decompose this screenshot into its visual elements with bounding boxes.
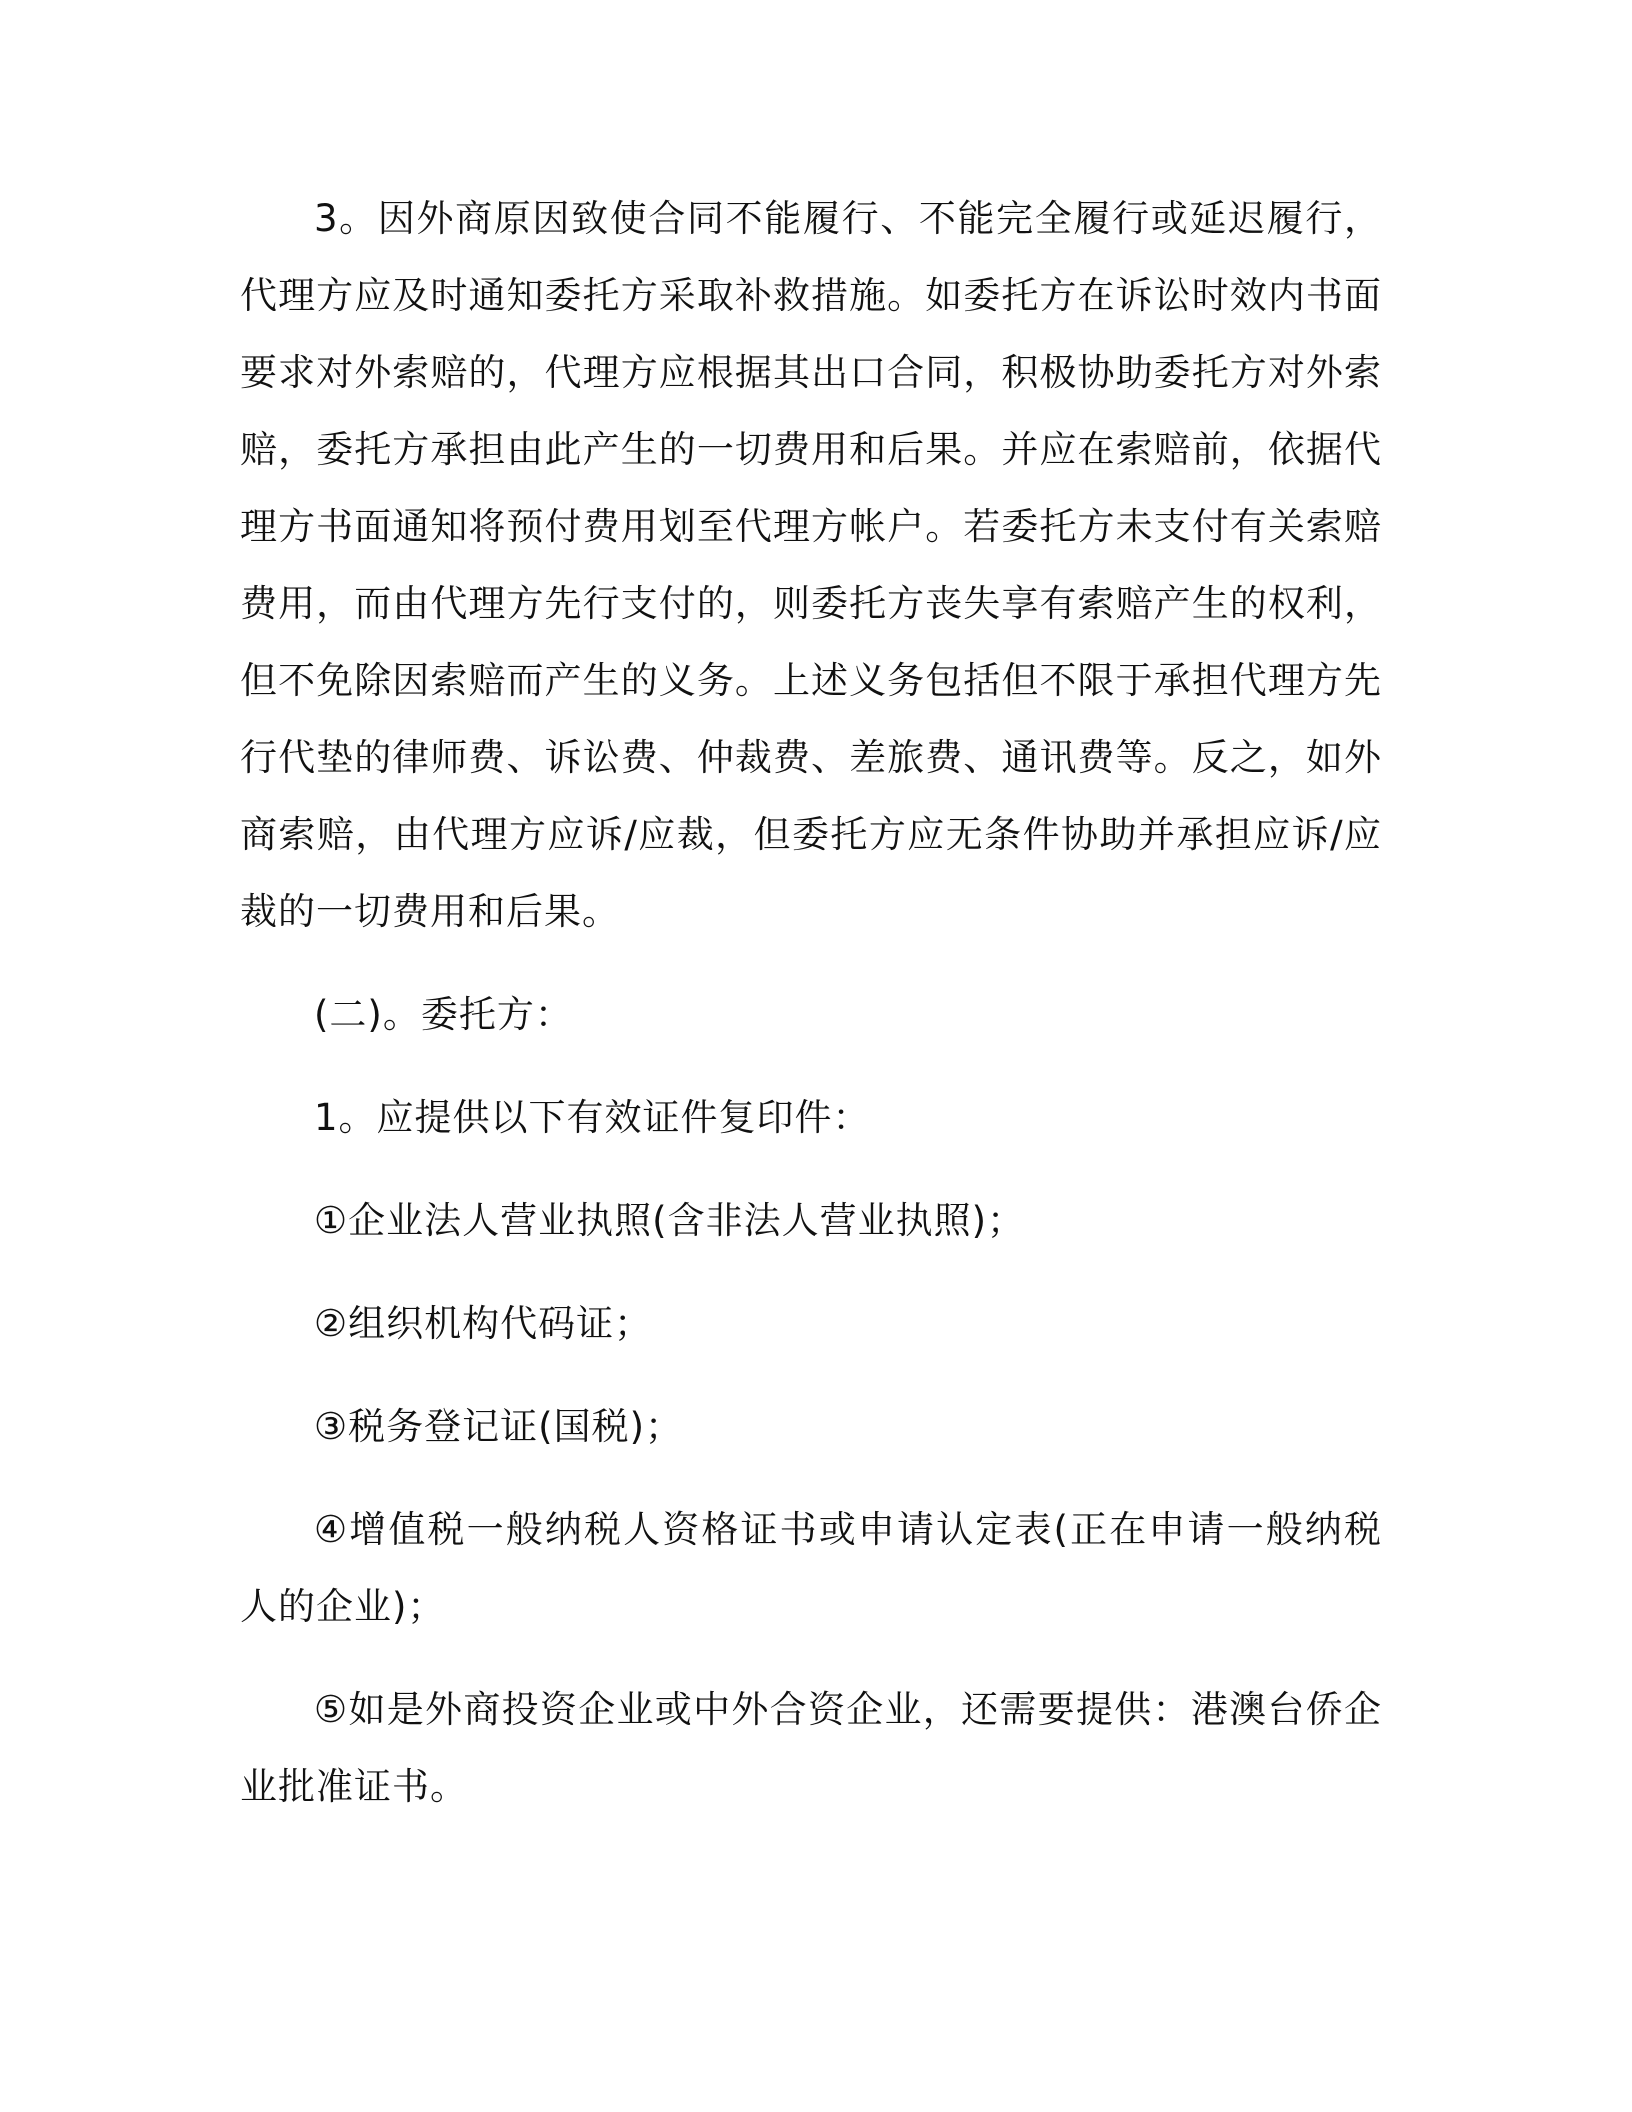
paragraph-documents-required: 1。应提供以下有效证件复印件： [314,1096,871,1139]
list-item-organization-code: ②组织机构代码证； [314,1302,653,1345]
document-body [240,180,1382,1825]
list-item-business-license: ①企业法人营业执照(含非法人营业执照)； [314,1199,1026,1242]
list-item-tax-registration: ③税务登记证(国税)； [314,1405,684,1448]
paragraph-principal-heading: (二)。委托方： [314,993,573,1036]
paragraph-claims-clause: 3。因外商原因致使合同不能履行、不能完全履行或延迟履行，代理方应及时通知委托方采取补救措施。如委托方在诉讼时效内书面要求对外索赔的，代理方应根据其出口合同，积极协助委托方对外索赔，委托方承担由此产生的一切费用和后果。并应在索赔前，依据代理方书面通知将预付费用划至代理方帐户。若委托方未支付有关索赔费用，而由代理方先行支付的，则委托方丧失享有索赔产生的权利，但不免除因索赔而产生的义务。上述义务包括但不限于承担代理方先行代垫的律师费、诉讼费、仲裁费、差旅费、通讯费等。反之，如外商索赔，由代理方应诉/应裁，但委托方应无条件协助并承担应诉/应裁的一切费用和后果。 [240,197,1382,933]
list-item-vat-taxpayer: ④增值税一般纳税人资格证书或申请认定表(正在申请一般纳税人的企业)； [240,1508,1382,1628]
list-item-foreign-investment: ⑤如是外商投资企业或中外合资企业，还需要提供：港澳台侨企业批准证书。 [240,1688,1382,1808]
